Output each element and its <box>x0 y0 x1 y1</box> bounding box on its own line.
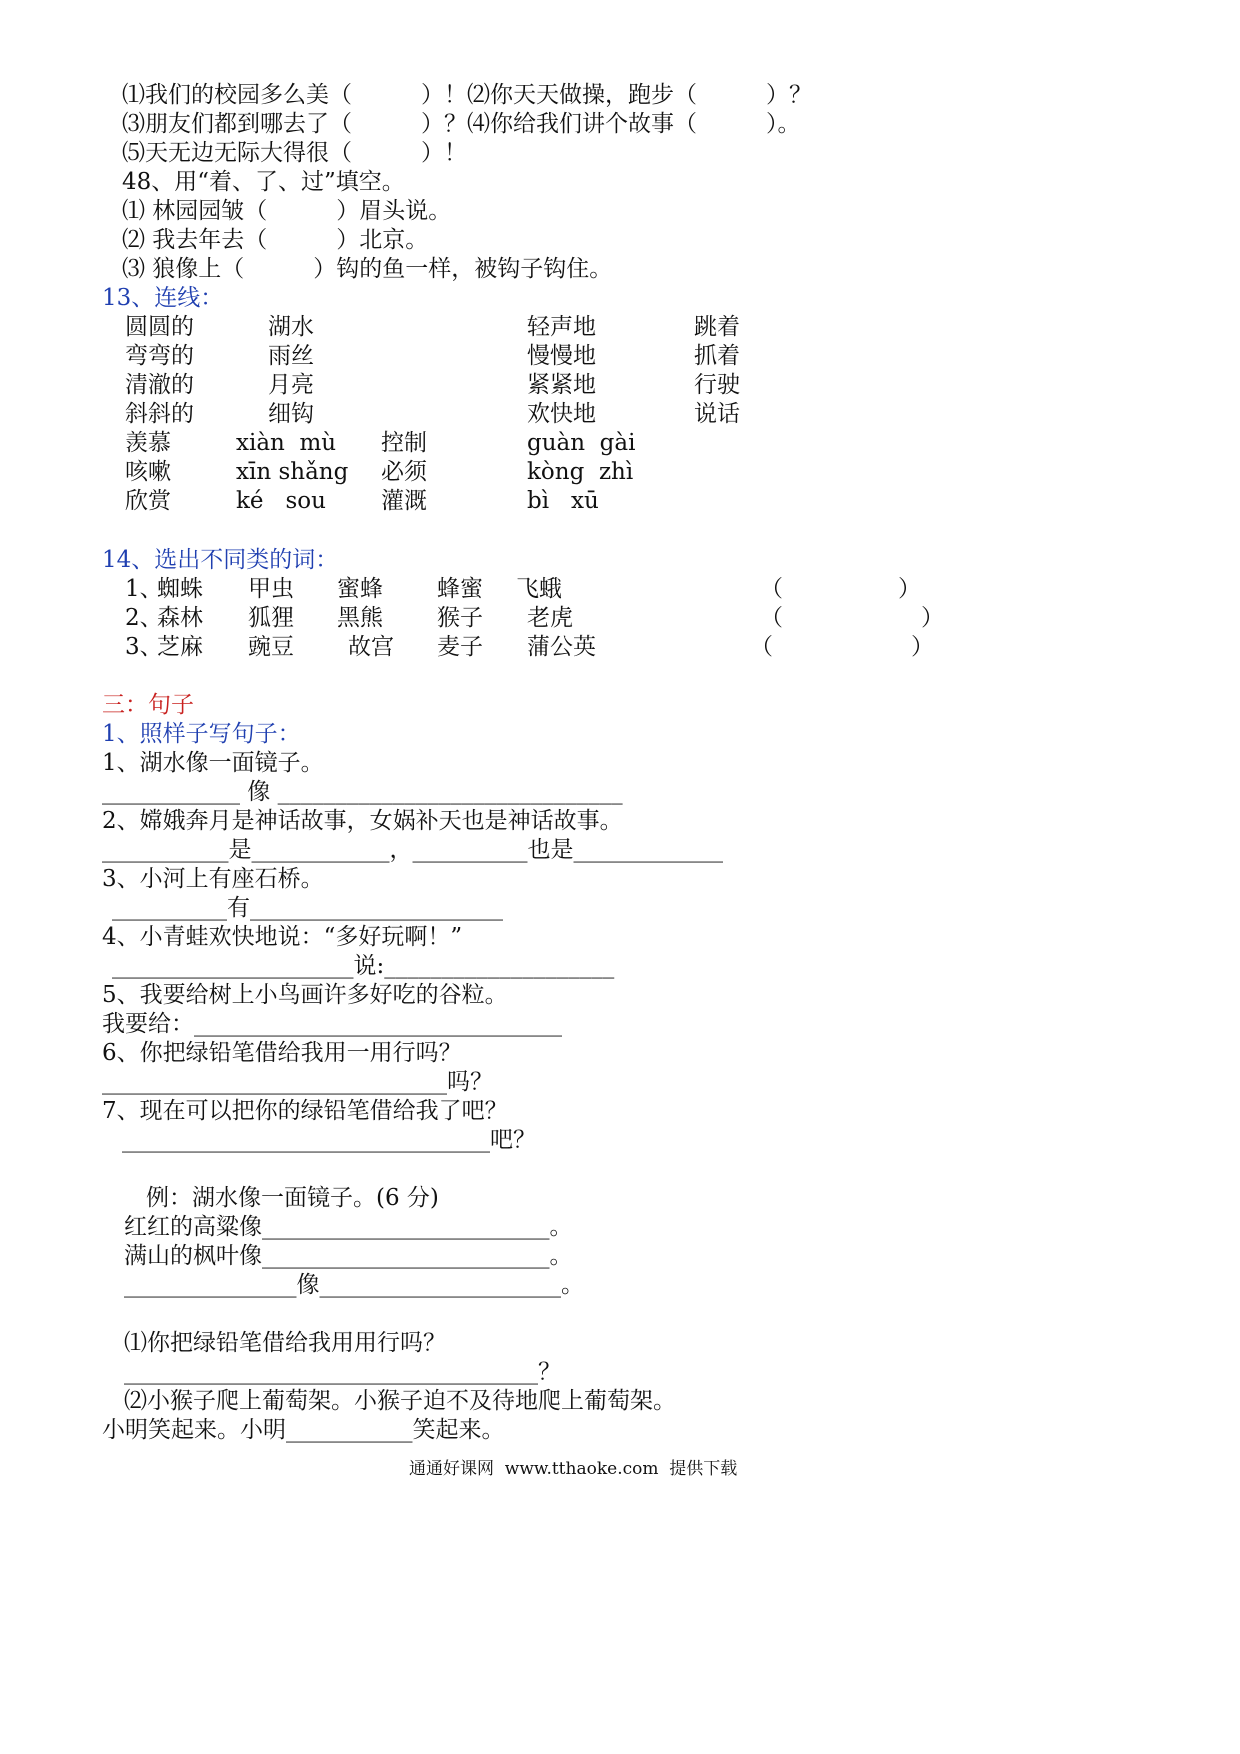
sentence-prompt-6: 6、你把绿铅笔借给我用一用行吗？ <box>102 1040 462 1066</box>
match-word-b: 必须 <box>381 459 427 485</box>
match-verb-item: 抓着 <box>694 343 740 369</box>
section-3-1-heading: 1、照样子写句子： <box>102 721 301 747</box>
match-noun-item: 月亮 <box>268 372 314 398</box>
odd-word: 老虎 <box>527 605 573 631</box>
odd-word: 狐狸 <box>248 605 294 631</box>
match-pinyin-b: bì xū <box>527 488 599 514</box>
match-adv-item: 欢快地 <box>527 401 596 427</box>
bottom-prompt-2: ⑵小猴子爬上葡萄架。小猴子迫不及待地爬上葡萄架。 <box>124 1388 676 1414</box>
odd-word: 蜜蜂 <box>337 576 383 602</box>
odd-word: 蜘蛛 <box>157 576 203 602</box>
sentence-answer-4: _____________________说:____________________ <box>112 953 615 979</box>
section-3-heading: 三：句子 <box>102 692 194 718</box>
sentence-prompt-5: 5、我要给树上小鸟画许多好吃的谷粒。 <box>102 982 508 1008</box>
odd-row-number: 3、 <box>125 634 163 660</box>
sentence-answer-7: ________________________________吧？ <box>122 1127 536 1153</box>
match-adj-item: 斜斜的 <box>125 401 194 427</box>
sentence-prompt-4: 4、小青蛙欢快地说：“多好玩啊！” <box>102 924 463 950</box>
section-14-heading: 14、选出不同类的词： <box>102 547 339 573</box>
sentence-answer-5: 我要给：________________________________ <box>102 1011 562 1037</box>
q48-item-3: ⑶ 狼像上（ ）钩的鱼一样，被钩子钩住。 <box>122 256 613 282</box>
q48-heading: 48、用“着、了、过”填空。 <box>122 169 405 195</box>
section-13-heading: 13、连线： <box>102 285 224 311</box>
match-verb-item: 行驶 <box>694 372 740 398</box>
odd-answer-paren: （ ） <box>760 576 921 602</box>
sentence-answer-6: ______________________________吗？ <box>102 1069 493 1095</box>
match-word-a: 咳嗽 <box>125 459 171 485</box>
match-noun-item: 湖水 <box>268 314 314 340</box>
q48-item-2: ⑵ 我去年去（ ）北京。 <box>122 227 429 253</box>
match-adj-item: 圆圆的 <box>125 314 194 340</box>
odd-word: 故宫 <box>348 634 394 660</box>
odd-word: 豌豆 <box>248 634 294 660</box>
sentence-prompt-7: 7、现在可以把你的绿铅笔借给我了吧？ <box>102 1098 508 1124</box>
match-adj-item: 清澈的 <box>125 372 194 398</box>
match-pinyin-b: guàn gài <box>527 430 636 456</box>
q48-item-1: ⑴ 林园园皱（ ）眉头说。 <box>122 198 452 224</box>
odd-word: 黑熊 <box>337 605 383 631</box>
odd-word: 猴子 <box>437 605 483 631</box>
example-line-2: 满山的枫叶像_________________________。 <box>124 1243 573 1269</box>
example-line-1: 红红的高粱像_________________________。 <box>124 1214 573 1240</box>
match-pinyin-a: xiàn mù <box>236 430 337 456</box>
example-heading: 例：湖水像一面镜子。(6 分) <box>146 1185 439 1211</box>
example-line-3: _______________像_____________________。 <box>124 1272 584 1298</box>
sentence-answer-2: ___________是____________，__________也是_____________ <box>102 837 723 863</box>
match-verb-item: 跳着 <box>694 314 740 340</box>
match-word-a: 欣赏 <box>125 488 171 514</box>
match-word-b: 灌溉 <box>381 488 427 514</box>
match-word-a: 羡慕 <box>125 430 171 456</box>
sentence-prompt-3: 3、小河上有座石桥。 <box>102 866 324 892</box>
odd-word: 森林 <box>157 605 203 631</box>
match-adj-item: 弯弯的 <box>125 343 194 369</box>
match-adv-item: 慢慢地 <box>527 343 596 369</box>
match-pinyin-b: kòng zhì <box>527 459 634 485</box>
sentence-answer-1: ____________ 像 ______________________________ <box>102 779 623 805</box>
sentence-prompt-1: 1、湖水像一面镜子。 <box>102 750 324 776</box>
match-noun-item: 细钩 <box>268 401 314 427</box>
match-verb-item: 说话 <box>694 401 740 427</box>
match-word-b: 控制 <box>381 430 427 456</box>
bottom-answer-1: ____________________________________？ <box>124 1359 561 1385</box>
q1-line: ⑴我们的校园多么美（ ）！⑵你天天做操，跑步（ ）？ <box>122 82 812 108</box>
sentence-answer-3: __________有______________________ <box>112 895 503 921</box>
odd-word: 芝麻 <box>157 634 203 660</box>
odd-word: 甲虫 <box>248 576 294 602</box>
q3-line: ⑶朋友们都到哪去了（ ）？⑷你给我们讲个故事（ ）。 <box>122 111 801 137</box>
odd-answer-paren: （ ） <box>760 605 944 631</box>
odd-row-number: 1、 <box>125 576 163 602</box>
sentence-prompt-2: 2、嫦娥奔月是神话故事，女娲补天也是神话故事。 <box>102 808 623 834</box>
odd-word: 飞蛾 <box>516 576 562 602</box>
match-adv-item: 轻声地 <box>527 314 596 340</box>
page-footer: 通通好课网 www.tthaoke.com 提供下载 <box>409 1459 738 1479</box>
match-noun-item: 雨丝 <box>268 343 314 369</box>
odd-word: 麦子 <box>437 634 483 660</box>
odd-word: 蜂蜜 <box>437 576 483 602</box>
q5-line: ⑸天无边无际大得很（ ）！ <box>122 140 467 166</box>
odd-row-number: 2、 <box>125 605 163 631</box>
match-pinyin-a: xīn shǎng <box>236 459 349 485</box>
bottom-answer-2: 小明笑起来。小明___________笑起来。 <box>102 1417 505 1443</box>
odd-answer-paren: （ ） <box>750 634 934 660</box>
match-adv-item: 紧紧地 <box>527 372 596 398</box>
bottom-prompt-1: ⑴你把绿铅笔借给我用用行吗？ <box>124 1330 446 1356</box>
match-pinyin-a: ké sou <box>236 488 326 514</box>
odd-word: 蒲公英 <box>527 634 596 660</box>
